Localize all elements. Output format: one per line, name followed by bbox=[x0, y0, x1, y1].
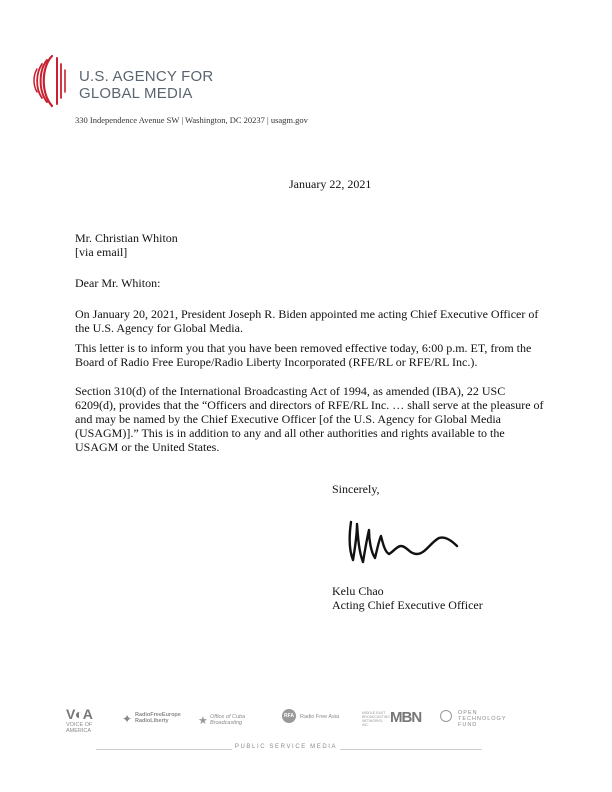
signer-name: Kelu Chao bbox=[332, 584, 384, 598]
paragraph-appointment: On January 20, 2021, President Joseph R. Biden appointed me acting Chief Executive Officer of the U.S. Agency for Global Media. bbox=[75, 307, 539, 335]
recipient-block bbox=[75, 231, 178, 259]
footer-divider-left bbox=[96, 749, 232, 750]
ocb-logo bbox=[198, 706, 270, 736]
footer-divider-right bbox=[340, 749, 482, 750]
recipient-name: Mr. Christian Whiton bbox=[75, 231, 178, 245]
letter-date: January 22, 2021 bbox=[289, 177, 372, 191]
otf-logo bbox=[440, 706, 510, 736]
rferl-logo bbox=[122, 706, 192, 736]
rferl-label: RadioFreeEurope RadioLiberty bbox=[135, 712, 181, 724]
letterhead-address: 330 Independence Avenue SW | Washington, DC 20237 | usagm.gov bbox=[75, 115, 308, 125]
ocb-star-icon: ★ bbox=[198, 715, 208, 727]
closing: Sincerely, bbox=[332, 482, 380, 496]
paragraph-authority: Section 310(d) of the International Broadcasting Act of 1994, as amended (IBA), 22 USC 6209(d), provides that the “Officers and directors of RFE/RL Inc. … shall serve at the pleasure of and may be named by the Chief Executive Officer [of the U.S. Agency for Global Media (USAGM)].” This is in addition to any and all other authorities and rights available to the USAGM or the United States. bbox=[75, 384, 544, 454]
otf-label: OPEN TECHNOLOGY FUND bbox=[458, 710, 507, 728]
voa-logo bbox=[66, 706, 116, 736]
salutation: Dear Mr. Whiton: bbox=[75, 276, 161, 290]
footer-tagline: PUBLIC SERVICE MEDIA bbox=[234, 744, 338, 750]
signer-title: Acting Chief Executive Officer bbox=[332, 598, 483, 612]
voa-mark-icon: V◐A bbox=[66, 706, 93, 722]
mbn-caption: MIDDLE EAST BROADCASTING NETWORKS, INC. bbox=[362, 711, 391, 727]
rferl-mark-icon: ✦ bbox=[122, 712, 133, 726]
rfa-circle-icon: RFA bbox=[282, 709, 296, 723]
ocb-label: Office of Cuba Broadcasting bbox=[210, 714, 246, 726]
mbn-logo bbox=[362, 706, 428, 736]
agency-name: U.S. AGENCY FOR GLOBAL MEDIA bbox=[79, 68, 214, 102]
usagm-logo-icon bbox=[30, 48, 72, 114]
rfa-logo bbox=[282, 706, 352, 736]
voa-label: VOICE OF AMERICA bbox=[66, 722, 93, 734]
signer-block bbox=[332, 584, 483, 612]
paragraph-removal: This letter is to inform you that you have been removed effective today, 6:00 p.m. ET, from the Board of Radio Free Europe/Radio Liberty Incorporated (RFE/RL or RFE/RL Inc.). bbox=[75, 341, 532, 369]
otf-circle-icon bbox=[440, 710, 452, 722]
rfa-label: Radio Free Asia bbox=[300, 714, 340, 720]
signature-image bbox=[345, 508, 465, 570]
recipient-note: [via email] bbox=[75, 245, 128, 259]
mbn-mark-icon: MBN bbox=[390, 709, 422, 726]
network-logos bbox=[60, 706, 560, 736]
